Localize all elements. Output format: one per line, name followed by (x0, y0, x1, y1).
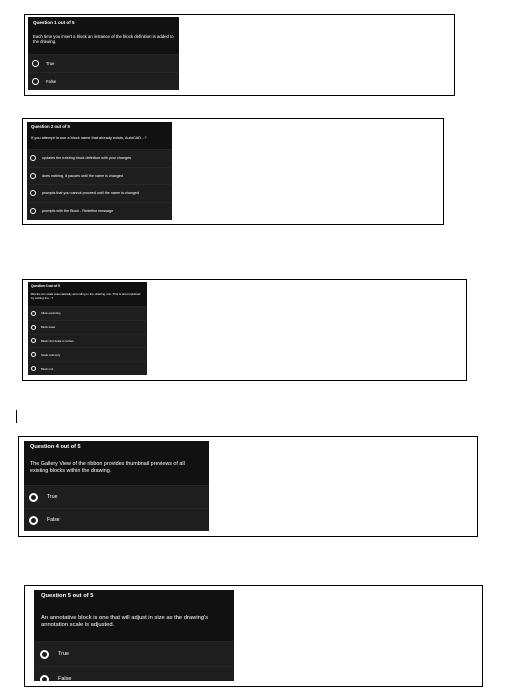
radio-button-icon[interactable] (31, 366, 36, 371)
answer-option[interactable] (27, 202, 172, 220)
answer-option[interactable] (28, 334, 147, 348)
question-prompt: Each time you insert a block an instance of the block definition is added to the drawing. (28, 28, 179, 54)
answer-option[interactable] (27, 184, 172, 202)
question-header: Question 1 out of 5 (28, 17, 179, 28)
answer-option[interactable] (24, 485, 209, 508)
option-label: True (46, 61, 55, 66)
answer-option[interactable] (28, 54, 179, 72)
radio-button-icon[interactable] (30, 208, 36, 214)
radio-button-icon[interactable] (29, 516, 38, 525)
option-label: False (58, 676, 72, 681)
option-label: False (47, 517, 60, 523)
option-label: Allow exploding (41, 311, 61, 316)
answer-option[interactable] (28, 320, 147, 334)
question-header: Question 5 out of 5 (34, 590, 234, 604)
question-prompt: An annotative block is one that will adjust in size as the drawing's annotation scale is adjusted. (34, 604, 234, 641)
answer-option[interactable] (27, 149, 172, 167)
radio-button-icon[interactable] (31, 352, 36, 357)
answer-option[interactable] (34, 641, 234, 666)
option-label: False (46, 79, 57, 84)
answer-option[interactable] (28, 347, 147, 361)
question-header: Question 4 out of 5 (24, 441, 209, 454)
question-prompt: The Gallery View of the ribbon provides thumbnail previews of all existing blocks within the drawing. (24, 454, 209, 485)
quiz-card-2 (27, 122, 172, 220)
option-label: prompts that you cannot proceed until the name is changed (42, 191, 139, 196)
radio-button-icon[interactable] (30, 155, 36, 161)
answer-option[interactable] (28, 72, 179, 90)
radio-button-icon[interactable] (31, 338, 36, 343)
option-label: prompts with the Block - Redefine message (42, 209, 114, 214)
question-prompt: If you attempt to use a block name that already exists, AutoCAD...? (27, 131, 172, 149)
option-label: Block scale (41, 325, 56, 330)
option-label: Block unit (41, 366, 54, 371)
radio-button-icon[interactable] (32, 60, 39, 67)
option-label: True (47, 494, 58, 500)
radio-button-icon[interactable] (30, 173, 36, 179)
option-label: True (58, 651, 70, 657)
radio-button-icon[interactable] (31, 311, 36, 316)
quiz-card-5 (34, 590, 234, 681)
quiz-card-1 (28, 17, 179, 90)
radio-button-icon[interactable] (32, 78, 39, 85)
option-label: updates the existing block definition with your changes (42, 156, 131, 161)
radio-button-icon[interactable] (30, 190, 36, 196)
quiz-card-4 (24, 441, 209, 531)
question-header: Question 2 out of 5 (27, 122, 172, 131)
answer-option[interactable] (24, 508, 209, 531)
radio-button-icon[interactable] (40, 650, 49, 659)
text-cursor (16, 410, 17, 423)
option-label: does nothing, it pauses until the name is changed (42, 173, 123, 178)
question-prompt: Blocks can scale automatically according to the drawing unit. This is accomplished by setting the...? (28, 289, 147, 306)
quiz-card-3 (28, 282, 147, 375)
question-header: Question 3 out of 5 (28, 282, 147, 289)
option-label: Scale uniformly (41, 352, 61, 357)
radio-button-icon[interactable] (29, 493, 38, 502)
option-label: Block Unit Scale to Inches (41, 338, 74, 343)
radio-button-icon[interactable] (40, 675, 49, 682)
answer-option[interactable] (27, 167, 172, 185)
answer-option[interactable] (28, 306, 147, 320)
answer-option[interactable] (28, 361, 147, 375)
radio-button-icon[interactable] (31, 325, 36, 330)
answer-option[interactable] (34, 666, 234, 681)
